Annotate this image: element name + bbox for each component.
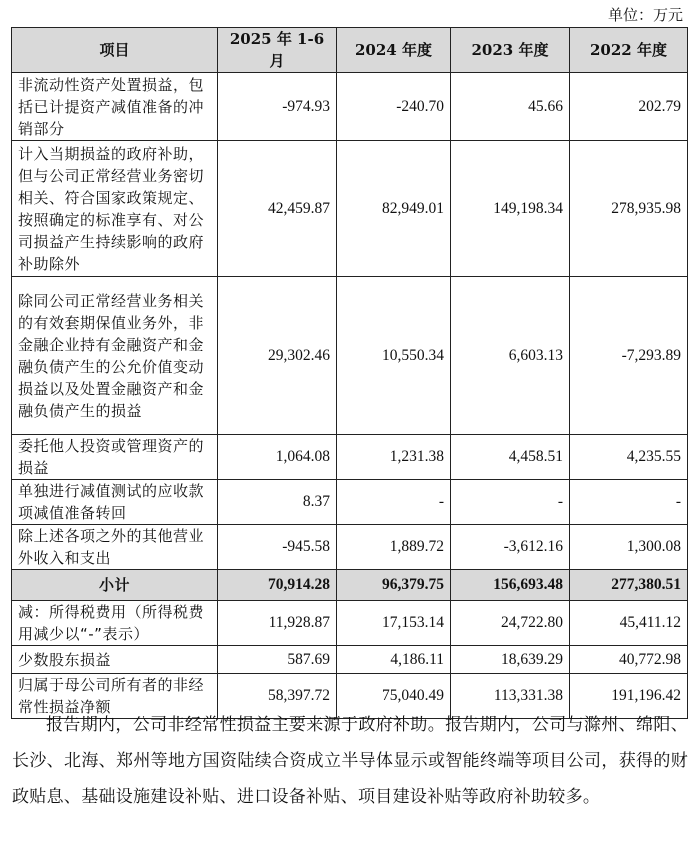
row-label: 委托他人投资或管理资产的损益 bbox=[12, 435, 218, 480]
unit-label: 单位：万元 bbox=[607, 6, 683, 24]
table-header-row bbox=[12, 28, 688, 73]
header-2024: 2024 年度 bbox=[337, 28, 451, 73]
table-row bbox=[12, 525, 688, 570]
cell-value: -240.70 bbox=[337, 73, 451, 141]
table-row bbox=[12, 601, 688, 646]
explanation-paragraph: 报告期内，公司非经常性损益主要来源于政府补助。报告期内，公司与滁州、绵阳、长沙、北海、郑州等地方国资陆续合资成立半导体显示或智能终端等项目公司，获得的财政贴息、基础设施建设补贴、进口设备补贴、项目建设补贴等政府补助较多。 bbox=[12, 715, 688, 807]
header-2023: 2023 年度 bbox=[451, 28, 570, 73]
header-2022: 2022 年度 bbox=[570, 28, 688, 73]
cell-value: - bbox=[451, 480, 570, 525]
cell-value: 24,722.80 bbox=[451, 601, 570, 646]
cell-value: 45,411.12 bbox=[570, 601, 688, 646]
cell-value: -3,612.16 bbox=[451, 525, 570, 570]
row-label: 非流动性资产处置损益，包括已计提资产减值准备的冲销部分 bbox=[12, 73, 218, 141]
row-label: 小计 bbox=[12, 570, 218, 601]
cell-value: -974.93 bbox=[218, 73, 337, 141]
table-row bbox=[12, 141, 688, 277]
row-label: 单独进行减值测试的应收款项减值准备转回 bbox=[12, 480, 218, 525]
cell-value: 4,186.11 bbox=[337, 646, 451, 674]
cell-value: 4,235.55 bbox=[570, 435, 688, 480]
cell-value: 82,949.01 bbox=[337, 141, 451, 277]
cell-value: 1,300.08 bbox=[570, 525, 688, 570]
cell-value: 149,198.34 bbox=[451, 141, 570, 277]
cell-value: 29,302.46 bbox=[218, 277, 337, 435]
cell-value: 277,380.51 bbox=[570, 570, 688, 601]
subtotal-row bbox=[12, 570, 688, 601]
table-row bbox=[12, 277, 688, 435]
cell-value: 278,935.98 bbox=[570, 141, 688, 277]
cell-value: 11,928.87 bbox=[218, 601, 337, 646]
table-row bbox=[12, 646, 688, 674]
header-2025h1: 2025 年 1-6 月 bbox=[218, 28, 337, 73]
cell-value: - bbox=[570, 480, 688, 525]
cell-value: 191,196.42 bbox=[570, 674, 688, 719]
cell-value: 96,379.75 bbox=[337, 570, 451, 601]
cell-value: -945.58 bbox=[218, 525, 337, 570]
cell-value: 1,064.08 bbox=[218, 435, 337, 480]
cell-value: 18,639.29 bbox=[451, 646, 570, 674]
cell-value: 70,914.28 bbox=[218, 570, 337, 601]
table-row bbox=[12, 73, 688, 141]
row-label: 少数股东损益 bbox=[12, 646, 218, 674]
table-row bbox=[12, 435, 688, 480]
cell-value: 1,889.72 bbox=[337, 525, 451, 570]
cell-value: 587.69 bbox=[218, 646, 337, 674]
cell-value: 4,458.51 bbox=[451, 435, 570, 480]
header-item: 项目 bbox=[12, 28, 218, 73]
row-label: 除上述各项之外的其他营业外收入和支出 bbox=[12, 525, 218, 570]
row-label: 归属于母公司所有者的非经常性损益净额 bbox=[12, 674, 218, 719]
row-label: 计入当期损益的政府补助，但与公司正常经营业务密切相关、符合国家政策规定、按照确定的标准享有、对公司损益产生持续影响的政府补助除外 bbox=[12, 141, 218, 277]
cell-value: 58,397.72 bbox=[218, 674, 337, 719]
cell-value: 40,772.98 bbox=[570, 646, 688, 674]
cell-value: 202.79 bbox=[570, 73, 688, 141]
cell-value: 156,693.48 bbox=[451, 570, 570, 601]
non-recurring-gains-table bbox=[11, 27, 688, 719]
cell-value: 1,231.38 bbox=[337, 435, 451, 480]
cell-value: 42,459.87 bbox=[218, 141, 337, 277]
cell-value: -7,293.89 bbox=[570, 277, 688, 435]
cell-value: 45.66 bbox=[451, 73, 570, 141]
cell-value: 8.37 bbox=[218, 480, 337, 525]
cell-value: 75,040.49 bbox=[337, 674, 451, 719]
table-row bbox=[12, 480, 688, 525]
cell-value: 113,331.38 bbox=[451, 674, 570, 719]
cell-value: 17,153.14 bbox=[337, 601, 451, 646]
cell-value: 6,603.13 bbox=[451, 277, 570, 435]
cell-value: 10,550.34 bbox=[337, 277, 451, 435]
cell-value: - bbox=[337, 480, 451, 525]
row-label: 减：所得税费用（所得税费用减少以“-”表示） bbox=[12, 601, 218, 646]
row-label: 除同公司正常经营业务相关的有效套期保值业务外，非金融企业持有金融资产和金融负债产生的公允价值变动损益以及处置金融资产和金融负债产生的损益 bbox=[12, 277, 218, 435]
